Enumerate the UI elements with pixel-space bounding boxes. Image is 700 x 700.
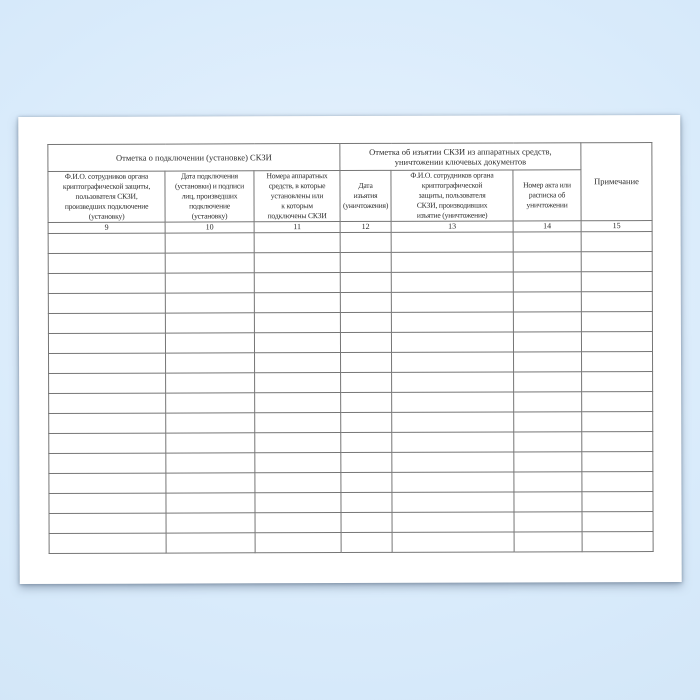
empty-cell <box>341 512 392 532</box>
empty-cell <box>514 411 582 431</box>
empty-cell <box>255 512 341 532</box>
empty-cell <box>255 392 341 412</box>
empty-cell <box>581 231 652 251</box>
column-header-12: Дата изъятия (уничтожения) <box>340 170 391 221</box>
table-row <box>49 351 653 373</box>
empty-cell <box>514 491 582 511</box>
column-header-9: Ф.И.О. сотрудников органа криптографической защиты, пользователя СКЗИ, произведших подключение (установку) <box>48 171 165 222</box>
empty-cell <box>514 391 582 411</box>
table-row <box>49 431 653 453</box>
empty-cell <box>391 252 513 272</box>
empty-cell <box>392 372 514 392</box>
column-number-9: 9 <box>48 222 165 233</box>
empty-cell <box>391 272 513 292</box>
empty-cell <box>49 353 166 373</box>
empty-cell <box>514 371 582 391</box>
empty-cell <box>582 471 653 491</box>
empty-cell <box>581 291 652 311</box>
empty-cell <box>255 492 341 512</box>
empty-cell <box>581 271 652 291</box>
empty-cell <box>254 252 340 272</box>
empty-cell <box>255 432 341 452</box>
empty-cell <box>49 413 166 433</box>
column-header-10: Дата подключения (установки) и подписи лиц, произведших подключение (установку) <box>165 171 254 222</box>
table-row <box>49 531 653 553</box>
empty-cell <box>392 532 514 552</box>
empty-cell <box>166 492 255 512</box>
empty-cell <box>340 292 391 312</box>
empty-cell <box>48 233 165 253</box>
column-number-10: 10 <box>165 221 254 232</box>
empty-cell <box>49 473 166 493</box>
empty-cell <box>340 312 391 332</box>
empty-cell <box>166 372 255 392</box>
empty-cell <box>341 352 392 372</box>
empty-cell <box>49 433 166 453</box>
empty-cell <box>48 313 165 333</box>
empty-cell <box>514 511 582 531</box>
empty-cell <box>48 293 165 313</box>
empty-cell <box>49 513 166 533</box>
table-row <box>48 251 652 273</box>
empty-cell <box>582 391 653 411</box>
empty-cell <box>48 253 165 273</box>
table-row <box>49 411 653 433</box>
column-header-note: Примечание <box>581 143 652 221</box>
empty-cell <box>166 512 255 532</box>
empty-cell <box>513 291 581 311</box>
empty-cell <box>514 471 582 491</box>
empty-cell <box>392 412 514 432</box>
empty-cell <box>513 331 581 351</box>
empty-cell <box>165 252 254 272</box>
empty-cell <box>582 491 653 511</box>
column-number-14: 14 <box>513 220 581 231</box>
empty-cell <box>49 533 166 553</box>
empty-cell <box>392 492 514 512</box>
empty-cell <box>391 292 513 312</box>
empty-cell <box>165 272 254 292</box>
table-row <box>49 371 653 393</box>
empty-cell <box>341 432 392 452</box>
empty-cell <box>582 431 653 451</box>
document-page <box>18 115 681 584</box>
empty-cell <box>582 531 653 551</box>
empty-cell <box>255 372 341 392</box>
empty-cell <box>514 431 582 451</box>
empty-cell <box>513 311 581 331</box>
column-header-14: Номер акта или расписка об уничтожении <box>513 170 581 221</box>
empty-cell <box>340 252 391 272</box>
empty-cell <box>166 412 255 432</box>
empty-cell <box>165 292 254 312</box>
empty-cell <box>513 271 581 291</box>
empty-cell <box>582 511 653 531</box>
empty-cell <box>392 512 514 532</box>
empty-cell <box>49 453 166 473</box>
empty-cell <box>255 352 341 372</box>
empty-cell <box>341 372 392 392</box>
table-row <box>49 471 653 493</box>
table-row <box>49 451 653 473</box>
empty-cell <box>513 251 581 271</box>
table-row <box>48 291 652 313</box>
empty-cell <box>254 232 340 252</box>
group-header-removal: Отметка об изъятии СКЗИ из аппаратных средств, уничтожении ключевых документов <box>340 143 581 171</box>
empty-cell <box>166 532 255 552</box>
empty-cell <box>392 472 514 492</box>
empty-cell <box>255 532 341 552</box>
empty-cell <box>582 371 653 391</box>
empty-cell <box>392 432 514 452</box>
empty-cell <box>254 292 340 312</box>
empty-cell <box>581 251 652 271</box>
table-row <box>48 311 652 333</box>
empty-cell <box>581 331 652 351</box>
empty-cell <box>391 232 513 252</box>
empty-cell <box>341 492 392 512</box>
table-body <box>48 231 653 553</box>
empty-cell <box>392 392 514 412</box>
empty-cell <box>582 351 653 371</box>
empty-cell <box>165 332 254 352</box>
empty-cell <box>582 411 653 431</box>
empty-cell <box>166 352 255 372</box>
empty-cell <box>49 393 166 413</box>
column-number-15: 15 <box>581 220 652 231</box>
empty-cell <box>255 472 341 492</box>
empty-cell <box>582 451 653 471</box>
empty-cell <box>341 452 392 472</box>
empty-cell <box>340 272 391 292</box>
empty-cell <box>514 531 582 551</box>
table-row <box>49 491 653 513</box>
skzi-journal-table <box>47 142 653 554</box>
table-row <box>48 231 652 253</box>
empty-cell <box>392 352 514 372</box>
empty-cell <box>166 432 255 452</box>
empty-cell <box>165 232 254 252</box>
empty-cell <box>166 392 255 412</box>
empty-cell <box>49 493 166 513</box>
empty-cell <box>254 272 340 292</box>
empty-cell <box>341 532 392 552</box>
empty-cell <box>514 451 582 471</box>
table-row <box>48 271 652 293</box>
column-header-13: Ф.И.О. сотрудников органа криптографической защиты, пользователя СКЗИ, производивших изъятие (уничтожение) <box>391 170 513 221</box>
empty-cell <box>391 332 513 352</box>
empty-cell <box>341 392 392 412</box>
empty-cell <box>49 373 166 393</box>
empty-cell <box>255 412 341 432</box>
group-header-install: Отметка о подключении (установке) СКЗИ <box>48 144 340 172</box>
table-row <box>49 511 653 533</box>
empty-cell <box>255 452 341 472</box>
empty-cell <box>514 351 582 371</box>
empty-cell <box>166 452 255 472</box>
empty-cell <box>341 472 392 492</box>
column-header-11: Номера аппаратных средств, в которые установлены или к которым подключены СКЗИ <box>254 171 340 222</box>
empty-cell <box>48 273 165 293</box>
empty-cell <box>513 231 581 251</box>
empty-cell <box>341 412 392 432</box>
empty-cell <box>166 472 255 492</box>
table-row <box>49 391 653 413</box>
sub-header-row <box>48 170 652 223</box>
empty-cell <box>165 312 254 332</box>
empty-cell <box>340 232 391 252</box>
empty-cell <box>391 312 513 332</box>
empty-cell <box>48 333 165 353</box>
empty-cell <box>340 332 391 352</box>
empty-cell <box>581 311 652 331</box>
column-number-11: 11 <box>254 221 340 232</box>
table-row <box>48 331 652 353</box>
empty-cell <box>254 332 340 352</box>
empty-cell <box>254 312 340 332</box>
empty-cell <box>392 452 514 472</box>
column-number-13: 13 <box>391 221 513 232</box>
group-header-row <box>48 143 652 172</box>
column-number-12: 12 <box>340 221 391 232</box>
